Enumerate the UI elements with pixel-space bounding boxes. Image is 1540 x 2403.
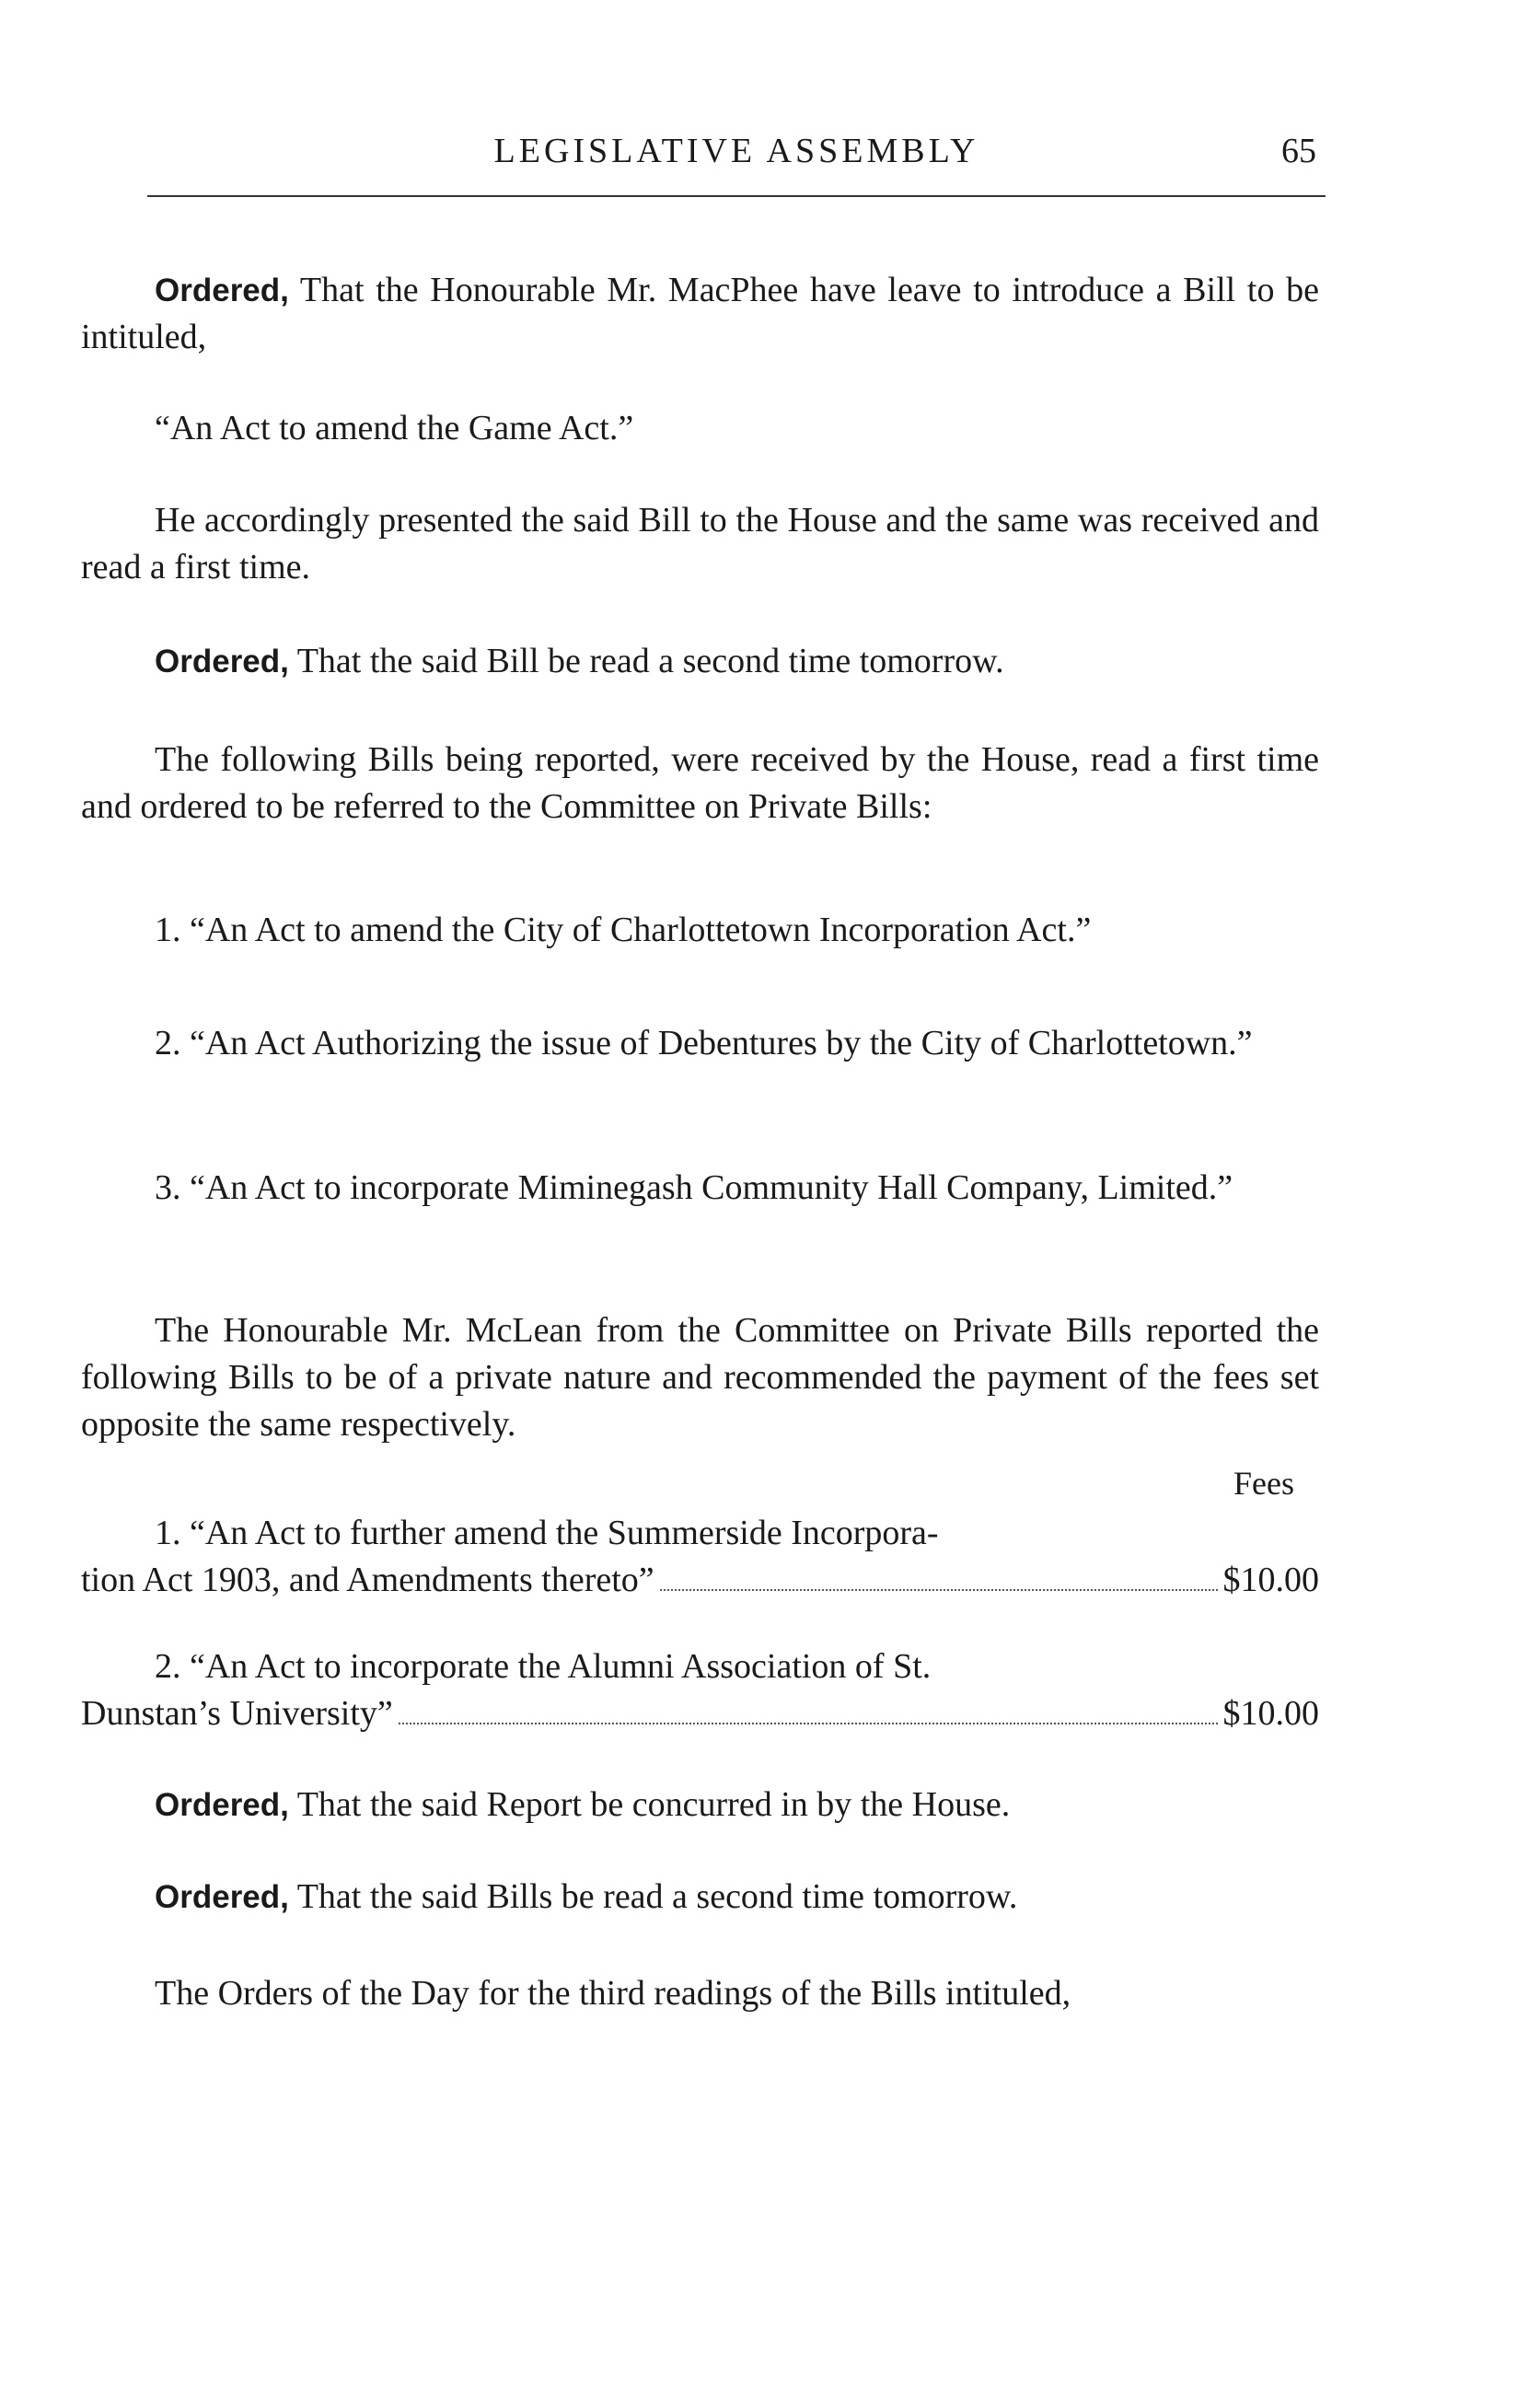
paragraph-ordered-concurred (81, 1782, 1319, 1828)
paragraph-presented (81, 497, 1319, 591)
paragraph-text: The following Bills being reported, were received by the House, read a first time and ordered to be referred to the Committee on Private Bills: (81, 740, 1319, 826)
bill-text: 3. “An Act to incorporate Miminegash Community Hall Company, Limited.” (155, 1168, 1233, 1207)
fee-entry-line1 (81, 1510, 1319, 1557)
ordered-lead: Ordered, (155, 1787, 289, 1823)
fee-entry-text: 1. “An Act to further amend the Summerside Incorpora- (155, 1514, 939, 1552)
page-number: 65 (1281, 132, 1316, 170)
bill-item-2 (81, 1020, 1319, 1067)
running-header (147, 131, 1326, 186)
paragraph-ordered-second-reading (81, 638, 1319, 685)
paragraph-text: He accordingly presented the said Bill to the House and the same was received and read a first time. (81, 501, 1319, 586)
dot-leader (660, 1589, 1218, 1591)
paragraph-text: “An Act to amend the Game Act.” (155, 409, 634, 447)
ordered-lead: Ordered, (155, 644, 289, 679)
paragraph-text: That the Honourable Mr. MacPhee have leave to introduce a Bill to be intituled, (81, 271, 1319, 356)
paragraph-act-title (81, 405, 1319, 452)
header-rule (147, 195, 1326, 197)
paragraph-text: The Orders of the Day for the third readings of the Bills intituled, (155, 1974, 1071, 2013)
paragraph-text: That the said Bills be read a second time tomorrow. (296, 1877, 1018, 1916)
fee-entry-line1 (81, 1643, 1319, 1690)
dot-leader (399, 1723, 1218, 1724)
running-title: LEGISLATIVE ASSEMBLY (493, 132, 979, 170)
paragraph-bills-reported (81, 737, 1319, 830)
fee-amount: $10.00 (1222, 1561, 1319, 1599)
fee-entry-text: tion Act 1903, and Amendments thereto” (81, 1561, 654, 1599)
ordered-lead: Ordered, (155, 1879, 289, 1915)
paragraph-text: The Honourable Mr. McLean from the Committee on Private Bills reported the following Bills to be of a private nature and recommended the payment of the fees set opposite the same respectively. (81, 1311, 1319, 1444)
paragraph-ordered-bills-second (81, 1874, 1319, 1921)
bill-item-1 (81, 907, 1319, 954)
fee-entry-line2 (81, 1690, 1319, 1737)
paragraph-text: That the said Bill be read a second time tomorrow. (296, 642, 1004, 680)
bill-text: 2. “An Act Authorizing the issue of Debentures by the City of Charlottetown.” (155, 1024, 1253, 1062)
paragraph-text: That the said Report be concurred in by the House. (296, 1785, 1011, 1824)
paragraph-committee-report (81, 1307, 1319, 1448)
paragraph-orders-of-day (81, 1970, 1319, 2017)
fee-entry (81, 1510, 1319, 1604)
paragraph-ordered-leave (81, 267, 1319, 361)
bill-text: 1. “An Act to amend the City of Charlottetown Incorporation Act.” (155, 911, 1092, 949)
fee-entry-text: 2. “An Act to incorporate the Alumni Association of St. (155, 1647, 932, 1686)
ordered-lead: Ordered, (155, 273, 289, 308)
fee-entry (81, 1643, 1319, 1737)
fee-entry-text: Dunstan’s University” (81, 1694, 393, 1733)
fees-heading: Fees (1233, 1465, 1294, 1502)
fee-entry-line2 (81, 1557, 1319, 1604)
bill-item-3 (81, 1165, 1319, 1212)
fee-amount: $10.00 (1222, 1694, 1319, 1733)
